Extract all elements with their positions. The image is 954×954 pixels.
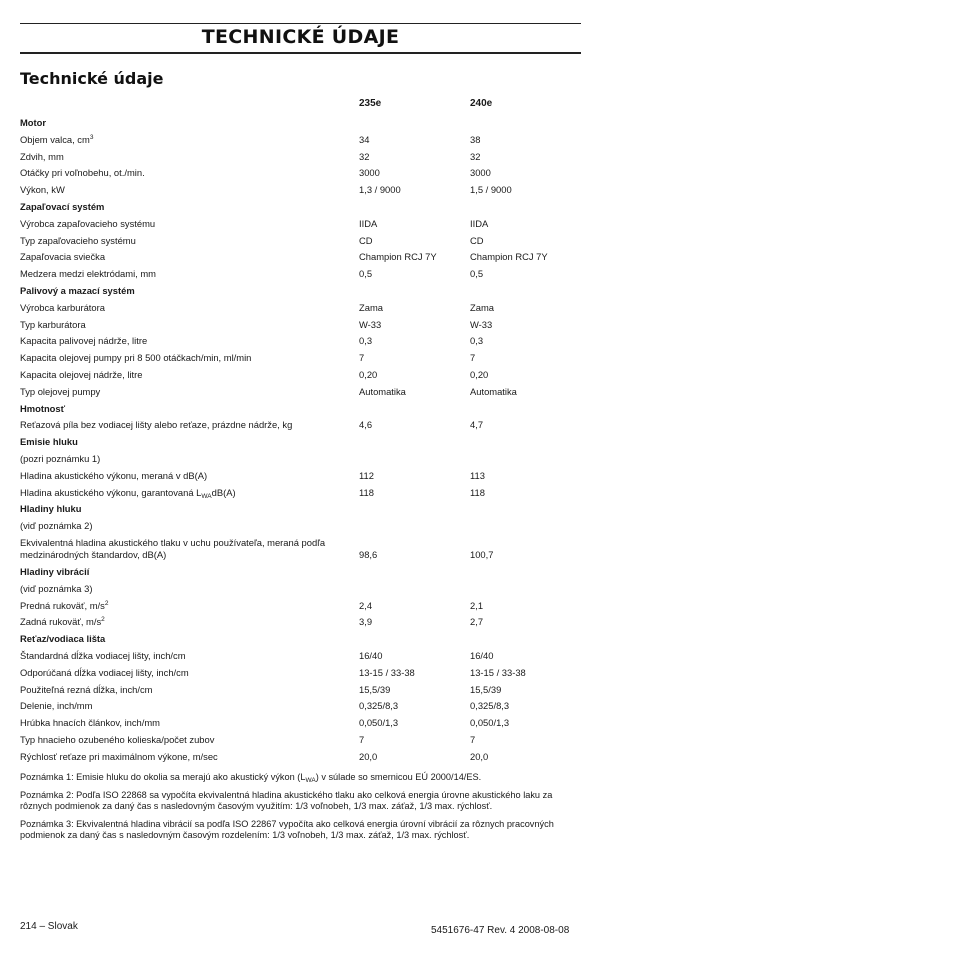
value-240e: 113	[470, 469, 485, 481]
table-row	[20, 614, 590, 631]
document-revision: 5451676-47 Rev. 4 2008-08-08	[431, 925, 570, 936]
row-label: Typ karburátora	[20, 318, 86, 330]
table-row	[20, 317, 590, 334]
table-row	[20, 384, 590, 401]
row-label: Reťaz/vodiaca lišta	[20, 633, 106, 645]
table-section-header	[20, 115, 590, 132]
value-240e: 0,3	[470, 335, 484, 347]
table-section-header	[20, 401, 590, 418]
row-label: (viď poznámka 3)	[20, 582, 93, 594]
table-section-header	[20, 501, 590, 518]
table-row	[20, 468, 590, 485]
value-240e: CD	[470, 234, 484, 246]
value-240e: 16/40	[470, 649, 494, 661]
row-label: Použiteľná rezná dĺžka, inch/cm	[20, 683, 153, 695]
table-row	[20, 132, 590, 149]
table-row	[20, 216, 590, 233]
row-label: Zapaľovací systém	[20, 200, 105, 212]
table-section-header	[20, 631, 590, 648]
value-240e: W-33	[470, 318, 493, 330]
table-row	[20, 598, 590, 615]
table-row	[20, 682, 590, 699]
table-row	[20, 665, 590, 682]
value-240e: 100,7	[470, 548, 494, 560]
value-240e: Zama	[470, 301, 494, 313]
table-row	[20, 367, 590, 384]
table-section-header	[20, 434, 590, 451]
table-row	[20, 485, 590, 502]
table-row	[20, 300, 590, 317]
row-label: Hladiny vibrácií	[20, 565, 90, 577]
note-2: Poznámka 2: Podľa ISO 22868 sa vypočíta ekvivalentná hladina akustického tlaku ako celková energia úrovne akustického laku za rôznych podmienok za daný čas s nasledovným časovým využitím: 1/3 voľnobeh, 1/3 max. záťaž, 1/3 max. rýchlosť.	[20, 789, 553, 811]
table-section-header	[20, 283, 590, 300]
value-235e: IIDA	[359, 217, 378, 229]
value-240e: 3000	[470, 167, 491, 179]
row-label: Predná rukoväť, $m/s^2$	[20, 599, 109, 611]
row-label: Zadná rukoväť, $m/s^2$	[20, 616, 105, 628]
value-235e: 112	[359, 469, 374, 481]
value-240e: 0,20	[470, 368, 489, 380]
row-label: (viď poznámka 2)	[20, 520, 93, 532]
table-row	[20, 581, 590, 598]
table-section-header	[20, 564, 590, 581]
value-240e: 20,0	[470, 750, 489, 762]
table-row	[20, 749, 590, 766]
table-row	[20, 233, 590, 250]
table-row	[20, 417, 590, 434]
row-label: Hladina akustického výkonu, meraná v dB(A)	[20, 469, 208, 481]
value-235e: 7	[359, 352, 365, 364]
notes	[20, 772, 586, 848]
value-235e: Automatika	[359, 385, 406, 397]
row-label: Typ olejovej pumpy	[20, 385, 101, 397]
value-240e: 4,7	[470, 419, 484, 431]
value-235e: 3000	[359, 167, 380, 179]
table-section-header	[20, 199, 590, 216]
row-label: Zapaľovacia sviečka	[20, 251, 106, 263]
row-label: Ekvivalentná hladina akustického tlaku v uchu používateľa, meraná podľa medzinárodných štandardov, dB(A)	[20, 536, 326, 560]
row-label: Výrobca karburátora	[20, 301, 105, 313]
value-235e: 0,325/8,3	[359, 700, 399, 712]
table-row	[20, 698, 590, 715]
value-240e: 15,5/39	[470, 683, 502, 695]
table-row	[20, 350, 590, 367]
value-240e: 7	[470, 733, 476, 745]
value-235e: 7	[359, 733, 365, 745]
value-235e: 15,5/39	[359, 683, 391, 695]
value-235e: CD	[359, 234, 373, 246]
value-240e: 0,5	[470, 268, 484, 280]
row-label: Hladiny hluku	[20, 503, 82, 515]
value-235e: 13-15 / 33-38	[359, 666, 415, 678]
row-label: Palivový a mazací systém	[20, 284, 135, 296]
row-label: Objem valca, $cm^3$	[20, 133, 94, 145]
row-label: Medzera medzi elektródami, mm	[20, 268, 156, 280]
table-row	[20, 333, 590, 350]
table-row	[20, 249, 590, 266]
spec-rows	[20, 115, 590, 765]
value-235e: 34	[359, 133, 370, 145]
value-240e: 2,1	[470, 599, 484, 611]
row-label: Typ hnacieho ozubeného kolieska/počet zubov	[20, 733, 215, 745]
row-label: Kapacita olejovej pumpy pri 8 500 otáčkach/min, ml/min	[20, 352, 252, 364]
value-235e: 0,20	[359, 368, 378, 380]
column-header-240e: 240e	[470, 98, 493, 109]
table-row	[20, 451, 590, 468]
table-row	[20, 518, 590, 535]
row-label: Odporúčaná dĺžka vodiacej lišty, inch/cm	[20, 666, 189, 678]
value-240e: Automatika	[470, 385, 517, 397]
table-row	[20, 648, 590, 665]
row-label: Rýchlosť reťaze pri maximálnom výkone, m/sec	[20, 750, 218, 762]
value-240e: Champion RCJ 7Y	[470, 251, 548, 263]
value-235e: 2,4	[359, 599, 373, 611]
value-240e: 38	[470, 133, 481, 145]
table-row	[20, 715, 590, 732]
column-header-235e: 235e	[359, 98, 382, 109]
table-row	[20, 535, 590, 564]
row-label: Výkon, kW	[20, 184, 65, 196]
value-240e: 1,5 / 9000	[470, 184, 512, 196]
row-label: (pozri poznámku 1)	[20, 452, 101, 464]
section-title: Technické údaje	[20, 69, 164, 88]
row-label: Otáčky pri voľnobehu, ot./min.	[20, 167, 145, 179]
header-rule-top	[20, 23, 581, 24]
table-row	[20, 732, 590, 749]
table-row	[20, 182, 590, 199]
value-240e: 13-15 / 33-38	[470, 666, 526, 678]
value-235e: 4,6	[359, 419, 373, 431]
value-235e: 20,0	[359, 750, 378, 762]
value-235e: 16/40	[359, 649, 383, 661]
value-235e: 3,9	[359, 616, 373, 628]
row-label: Hladina akustického výkonu, garantovaná $L_{WA}dB(A)$	[20, 486, 236, 500]
row-label: Delenie, inch/mm	[20, 700, 93, 712]
value-235e: 1,3 / 9000	[359, 184, 401, 196]
page-title: TECHNICKÉ ÚDAJE	[201, 26, 400, 48]
note-1: Poznámka 1: Emisie hluku do okolia sa merajú ako akustický výkon $(L_{WA})$ v súlade so smernicou EÚ 2000/14/ES.	[20, 772, 482, 784]
value-235e: 0,5	[359, 268, 373, 280]
value-235e: Zama	[359, 301, 383, 313]
row-label: Hrúbka hnacích článkov, inch/mm	[20, 717, 160, 729]
table-row	[20, 149, 590, 166]
value-235e: 32	[359, 150, 370, 162]
value-235e: Champion RCJ 7Y	[359, 251, 437, 263]
note-3: Poznámka 3: Ekvivalentná hladina vibrácií sa podľa ISO 22867 vypočíta ako celková energia úrovní vibrácií za rôznych pracovných podmienok za daný čas s nasledovným časovým rozdelením: 1/3 voľnobeh, 1/3 max. záťaž, 1/3 max. rýchlosť.	[20, 818, 554, 840]
row-label: Hmotnosť	[20, 402, 66, 414]
row-label: Reťazová píla bez vodiacej lišty alebo reťaze, prázdne nádrže, kg	[20, 419, 293, 431]
value-240e: IIDA	[470, 217, 489, 229]
value-240e: 32	[470, 150, 481, 162]
row-label: Kapacita olejovej nádrže, litre	[20, 368, 143, 380]
value-235e: 98,6	[359, 548, 378, 560]
value-235e: 0,3	[359, 335, 373, 347]
value-235e: 118	[359, 486, 374, 498]
row-label: Štandardná dĺžka vodiacej lišty, inch/cm	[20, 649, 186, 661]
value-240e: 2,7	[470, 616, 484, 628]
value-235e: 0,050/1,3	[359, 717, 399, 729]
header-rule-bottom	[20, 52, 581, 54]
value-235e: W-33	[359, 318, 382, 330]
row-label: Motor	[20, 117, 47, 128]
value-240e: 0,050/1,3	[470, 717, 510, 729]
value-240e: 0,325/8,3	[470, 700, 510, 712]
row-label: Typ zapaľovacieho systému	[20, 234, 136, 246]
row-label: Zdvih, mm	[20, 150, 64, 162]
row-label: Výrobca zapaľovacieho systému	[20, 217, 156, 229]
table-row	[20, 165, 590, 182]
page-number: 214 – Slovak	[20, 921, 78, 932]
row-label: Kapacita palivovej nádrže, litre	[20, 335, 148, 347]
value-240e: 7	[470, 352, 476, 364]
table-row	[20, 266, 590, 283]
value-240e: 118	[470, 486, 485, 498]
row-label: Emisie hluku	[20, 436, 78, 448]
